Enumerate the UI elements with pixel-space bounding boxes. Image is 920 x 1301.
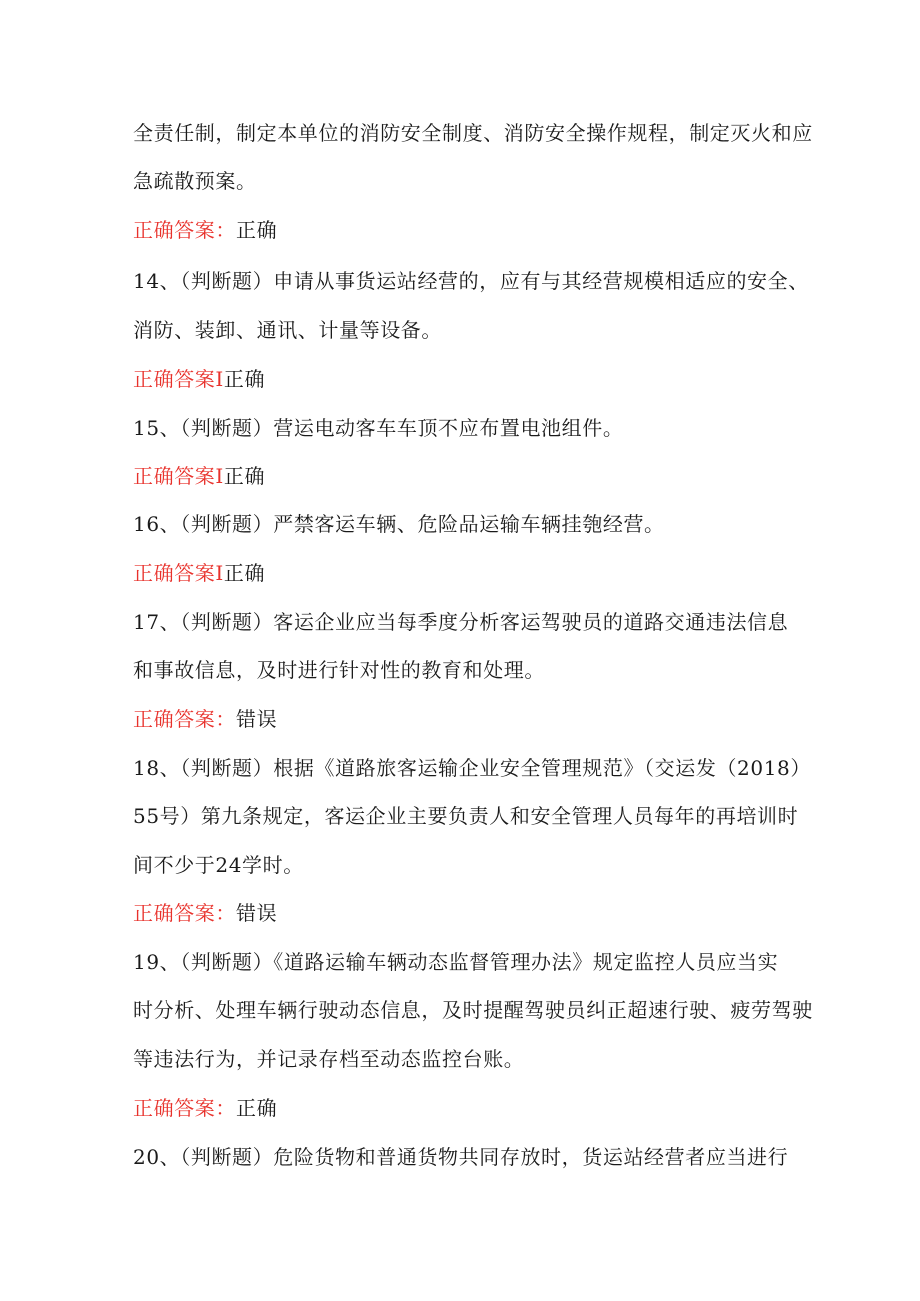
answer-line-19 (133, 1095, 813, 1121)
answer-label: 正确答案I (133, 367, 224, 391)
question-19-line-1: 19、（判断题）《道路运输车辆动态监督管理办法》规定监控人员应当实 (133, 950, 779, 974)
answer-line-16 (133, 560, 813, 586)
question-14-line-2: 消防、装卸、通讯、计量等设备。 (133, 318, 442, 342)
question-19-line-3: 等违法行为，并记录存档至动态监控台账。 (133, 1047, 525, 1071)
answer-value: 正确 (223, 561, 266, 585)
continuation-line-2: 急疏散预案。 (133, 169, 257, 193)
answer-value: 正确 (236, 218, 278, 242)
question-17-line-2: 和事故信息，及时进行针对性的教育和处理。 (133, 658, 545, 682)
answer-value: 正确 (223, 367, 266, 391)
answer-line-18 (133, 900, 813, 926)
continuation-line-1: 全责任制，制定本单位的消防安全制度、消防安全操作规程，制定灭火和应 (133, 121, 813, 145)
answer-label: 正确答案： (133, 218, 236, 242)
question-17-line-1: 17、（判断题）客运企业应当每季度分析客运驾驶员的道路交通违法信息 (133, 610, 789, 634)
question-18-line-3: 间不少于24学时。 (133, 853, 304, 877)
answer-label: 正确答案： (133, 707, 236, 731)
question-20-line-1: 20、（判断题）危险货物和普通货物共同存放时，货运站经营者应当进行 (133, 1145, 789, 1169)
answer-line-15 (133, 463, 813, 489)
answer-value: 正确 (236, 1096, 278, 1120)
question-18-line-1: 18、（判断题）根据《道路旅客运输企业安全管理规范》（交运发（2018） (133, 756, 811, 780)
answer-label: 正确答案： (133, 901, 236, 925)
question-16-line-1: 16、（判断题）严禁客运车辆、危险品运输车辆挂匏经营。 (133, 512, 665, 536)
answer-label: 正确答案： (133, 1096, 236, 1120)
question-18-line-2: 55号）第九条规定，客运企业主要负责人和安全管理人员每年的再培训时 (133, 804, 799, 828)
answer-value: 错误 (236, 901, 278, 925)
question-19-line-2: 时分析、处理车辆行驶动态信息，及时提醒驾驶员纠正超速行驶、疲劳驾驶 (133, 998, 813, 1022)
answer-line-14 (133, 366, 813, 392)
answer-label: 正确答案I (133, 464, 224, 488)
answer-label: 正确答案I (133, 561, 224, 585)
answer-line-13 (133, 217, 813, 243)
question-14-line-1: 14、（判断题）申请从事货运站经营的，应有与其经营规模相适应的安全、 (133, 269, 809, 293)
answer-line-17 (133, 706, 813, 732)
answer-value: 正确 (223, 464, 266, 488)
question-15-line-1: 15、（判断题）营运电动客车车顶不应布置电池组件。 (133, 416, 624, 440)
answer-value: 错误 (236, 707, 278, 731)
